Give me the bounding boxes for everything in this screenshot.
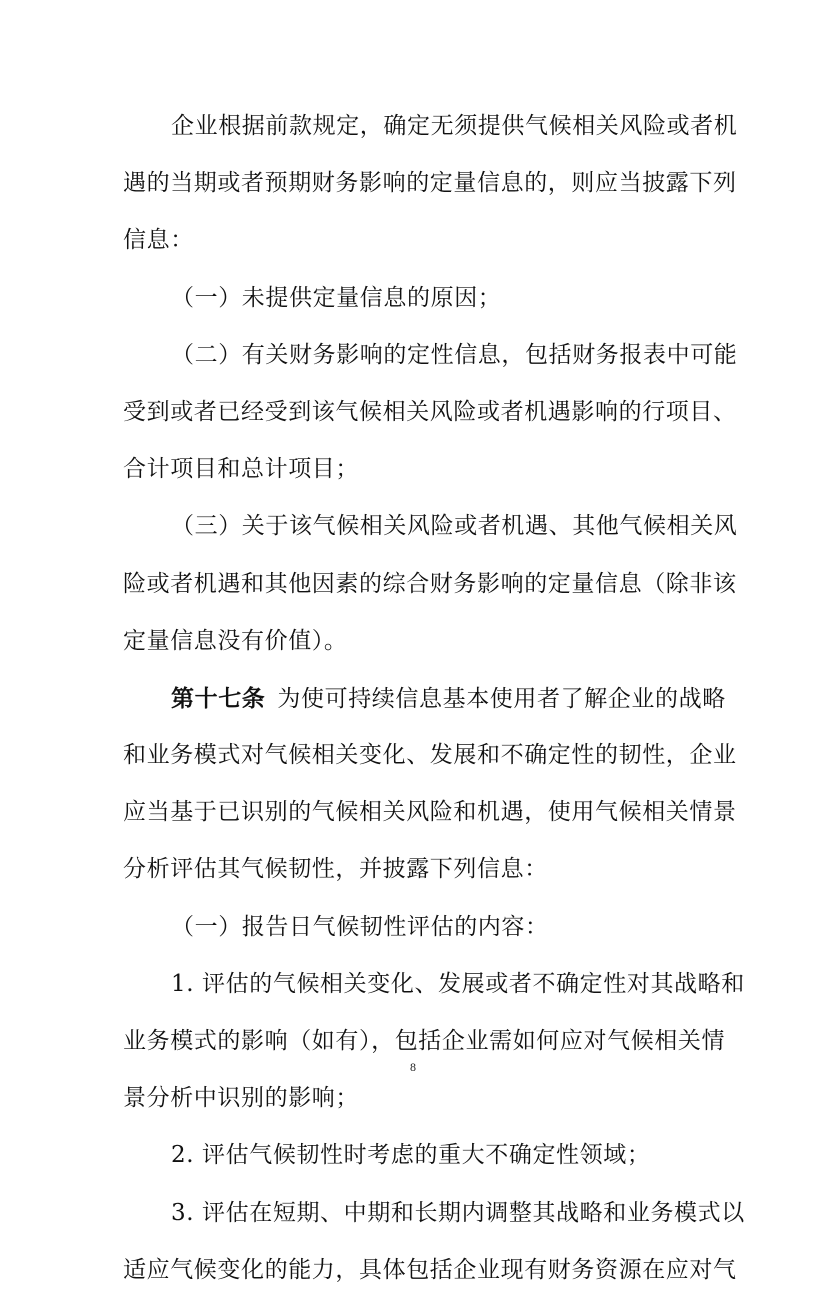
article-first-line — [123, 670, 726, 727]
article-line: 分析评估其气候韧性，并披露下列信息： — [123, 856, 548, 883]
article-title: 第十七条 — [171, 684, 266, 712]
list-item-line: （二）有关财务影响的定性信息，包括财务报表中可能 — [171, 341, 738, 368]
numbered-item-line: 1. 评估的气候相关变化、发展或者不确定性对其战略和 — [171, 970, 745, 997]
list-item-line: 定量信息没有价值）。 — [123, 627, 348, 654]
paragraph-line: 遇的当期或者预期财务影响的定量信息的，则应当披露下列 — [123, 170, 737, 197]
list-item-line: 合计项目和总计项目； — [123, 456, 359, 483]
article-line: 应当基于已识别的气候相关风险和机遇，使用气候相关情景 — [123, 799, 737, 826]
paragraph-line: 企业根据前款规定，确定无须提供气候相关风险或者机 — [171, 113, 738, 139]
numbered-item-line: 2. 评估气候韧性时考虑的重大不确定性领域； — [171, 1142, 651, 1169]
numbered-item-line: 3. 评估在短期、中期和长期内调整其战略和业务模式以 — [171, 1199, 745, 1226]
list-item-line: （一）报告日气候韧性评估的内容： — [171, 913, 549, 940]
paragraph-line: 信息： — [123, 227, 194, 254]
document-body — [123, 98, 745, 1299]
page-number: 8 — [410, 1060, 416, 1074]
numbered-item-line: 景分析中识别的影响； — [123, 1085, 359, 1112]
list-item-line: （一）未提供定量信息的原因； — [171, 284, 502, 311]
list-item-line: 受到或者已经受到该气候相关风险或者机遇影响的行项目、 — [123, 398, 737, 425]
numbered-item-line: 业务模式的影响（如有），包括企业需如何应对气候相关情 — [123, 1028, 726, 1054]
list-item-line: 险或者机遇和其他因素的综合财务影响的定量信息（除非该 — [123, 570, 737, 597]
list-item-line: （三）关于该气候相关风险或者机遇、其他气候相关风 — [171, 513, 738, 540]
numbered-item-line: 适应气候变化的能力，具体包括企业现有财务资源在应对气 — [123, 1256, 737, 1283]
article-text: 为使可持续信息基本使用者了解企业的战略 — [277, 685, 726, 712]
article-line: 和业务模式对气候相关变化、发展和不确定性的韧性，企业 — [123, 742, 737, 769]
